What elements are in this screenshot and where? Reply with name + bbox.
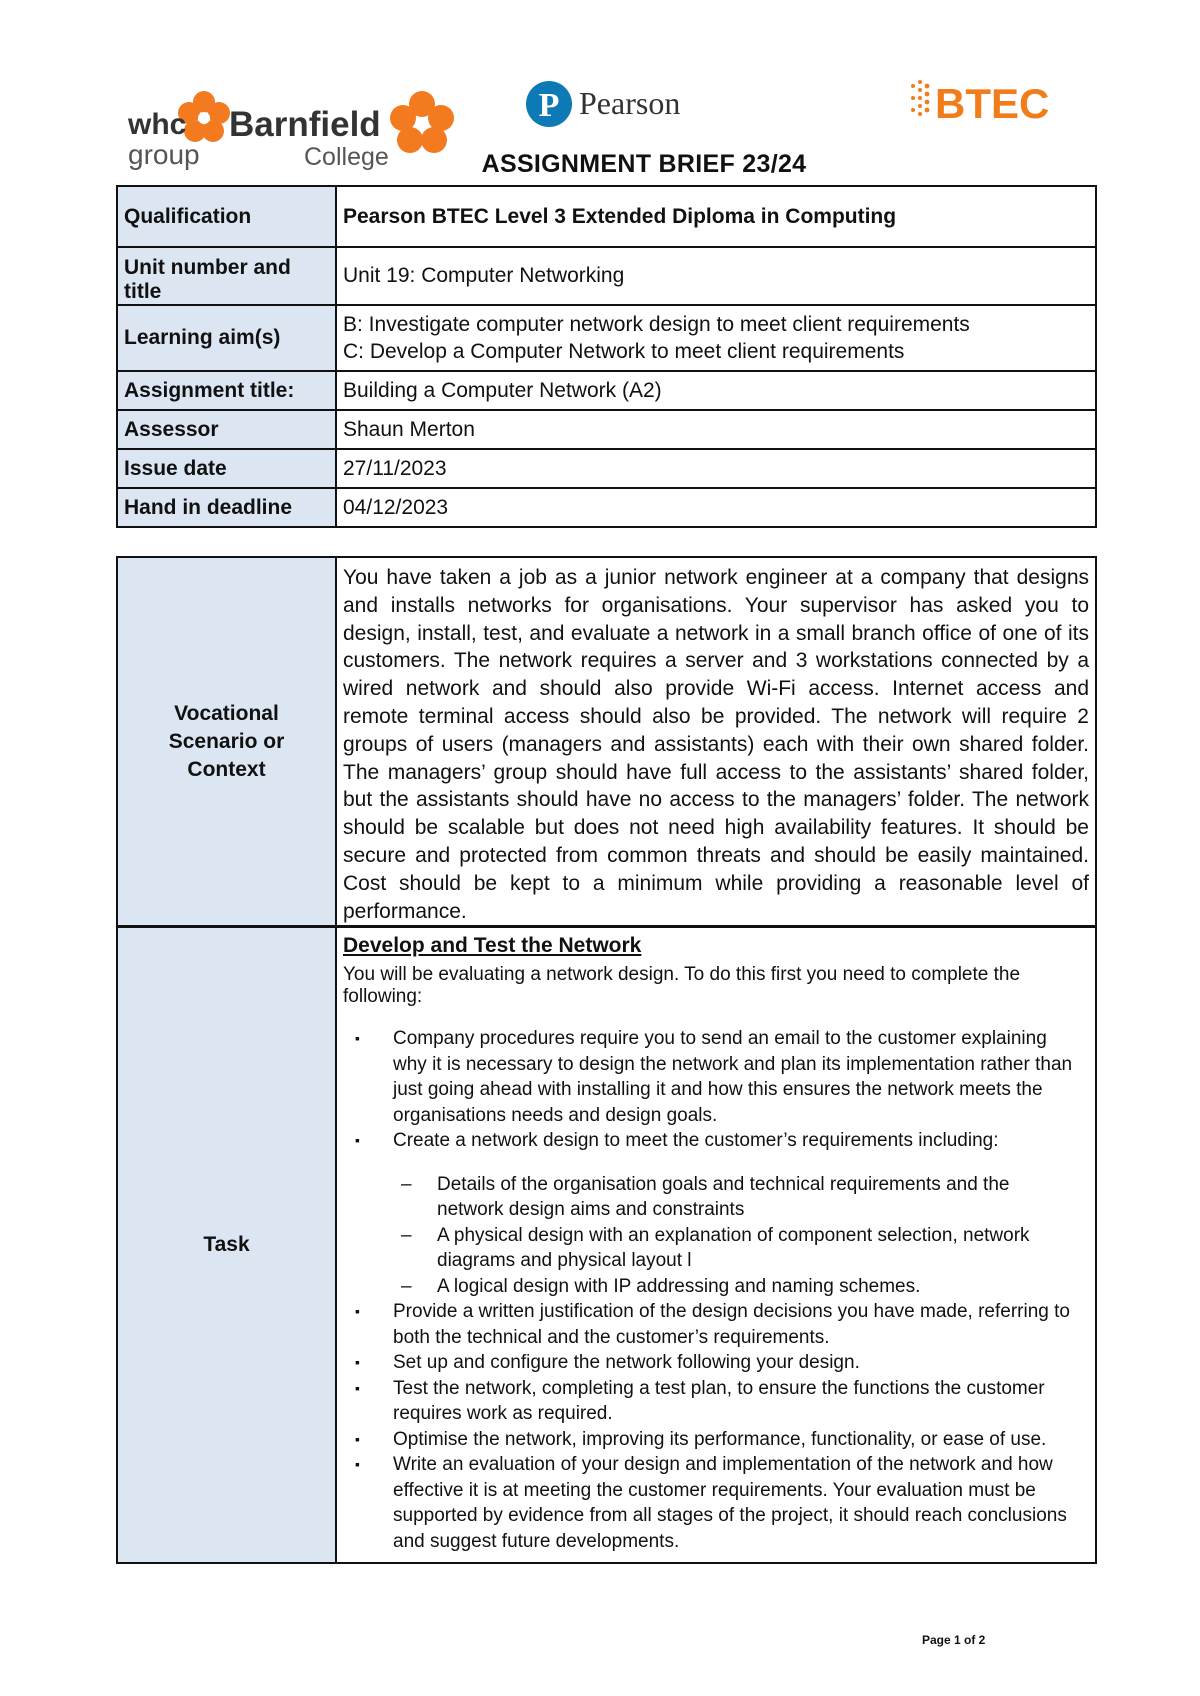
qualification-label: Qualification (117, 186, 336, 247)
list-item: ▪ Write an evaluation of your design and implementation of the network and how effective it is at meeting the customer requirements. Your evaluation must be supported by evidence from all stages of the project, it should reach conclusions and suggest future developments. (343, 1452, 1089, 1554)
deadline-row (117, 488, 1096, 527)
aim-b: B: Investigate computer network design to meet client requirements (343, 313, 970, 336)
flower-icon (390, 91, 454, 153)
scenario-table (116, 556, 1097, 927)
aim-c: C: Develop a Computer Network to meet client requirements (343, 340, 905, 363)
task-cell (336, 927, 1096, 1563)
barnfield-text: Barnfield (229, 105, 381, 144)
sub-list-item: – A physical design with an explanation of component selection, network diagrams and physical layout l (393, 1223, 1079, 1274)
pearson-text: Pearson (579, 85, 681, 121)
list-item (343, 1128, 1089, 1299)
deadline-label: Hand in deadline (117, 488, 336, 527)
list-item: ▪ Set up and configure the network following your design. (343, 1350, 1089, 1376)
dots-icon (911, 80, 929, 116)
list-item: ▪ Optimise the network, improving its performance, functionality, or ease of use. (343, 1427, 1089, 1453)
unit-value: Unit 19: Computer Networking (336, 247, 1096, 305)
issue-date-label: Issue date (117, 449, 336, 488)
aims-label: Learning aim(s) (117, 305, 336, 371)
scenario-cell (336, 557, 1096, 926)
list-item: ▪ Test the network, completing a test plan, to ensure the functions the customer requires work as required. (343, 1376, 1089, 1427)
assignment-label: Assignment title: (117, 371, 336, 410)
list-item-text: Create a network design to meet the customer’s requirements including: (393, 1130, 999, 1151)
unit-label: Unit number and title (117, 247, 336, 305)
task-intro: You will be evaluating a network design. To do this first you need to complete the following: (343, 964, 1021, 1007)
list-item: ▪ Company procedures require you to send an email to the customer explaining why it is necessary to design the network and plan its implementation rather than just going ahead with installing it and how this ensures the network meets the organisations needs and design goals. (343, 1026, 1089, 1128)
btec-logo (905, 72, 1075, 132)
qualification-value: Pearson BTEC Level 3 Extended Diploma in Computing (336, 186, 1096, 247)
pearson-logo (525, 74, 695, 134)
assignment-value: Building a Computer Network (A2) (336, 371, 1096, 410)
aims-value (336, 305, 1096, 371)
page-title: ASSIGNMENT BRIEF 23/24 (481, 150, 807, 178)
task-heading: Develop and Test the Network (343, 934, 642, 957)
issue-date-value: 27/11/2023 (336, 449, 1096, 488)
list-item: ▪ Provide a written justification of the design decisions you have made, referring to both the technical and the customer’s requirements. (343, 1299, 1089, 1350)
scenario-label-line: Scenario or (168, 729, 285, 753)
unit-row (117, 247, 1096, 305)
college-text: College (304, 143, 389, 171)
task-list (343, 1026, 1089, 1554)
scenario-label (117, 557, 336, 926)
pearson-mark-letter: P (538, 87, 560, 124)
scenario-row (117, 557, 1096, 926)
scenario-label-line: Context (187, 757, 266, 781)
assessor-label: Assessor (117, 410, 336, 449)
task-row (117, 927, 1096, 1563)
group-text: group (128, 139, 200, 170)
deadline-value: 04/12/2023 (336, 488, 1096, 527)
assessor-value: Shaun Merton (336, 410, 1096, 449)
page-number: Page 1 of 2 (922, 1633, 986, 1647)
btec-text: BTEC (935, 80, 1050, 127)
assignment-row (117, 371, 1096, 410)
task-label: Task (117, 927, 336, 1563)
qualification-row (117, 186, 1096, 247)
sub-list-item: – A logical design with IP addressing and naming schemes. (393, 1274, 1079, 1300)
aims-row (117, 305, 1096, 371)
scenario-text: You have taken a job as a junior network engineer at a company that designs and installs networks for organisations. Your supervisor has asked you to design, install, test, and evaluate a network in a small branch office of one of its customers. The network requires a server and 3 workstations connected by a wired network and should also provide Wi-Fi access. Internet access and remote terminal access should also be provided. The network will require 2 groups of users (managers and assistants) each with their own shared folder. The managers’ group should have full access to the assistants’ shared folder, but the assistants should have no access to the managers’ folder. The network should be scalable but does not need high availability features. It should be secure and protected from common threats and should be easily maintained. Cost should be kept to a minimum while providing a reasonable level of performance. (343, 566, 1089, 923)
sub-list-item: – Details of the organisation goals and technical requirements and the network design aims and constraints (393, 1172, 1079, 1223)
sub-list (393, 1172, 1079, 1300)
scenario-label-line: Vocational (174, 701, 279, 725)
details-table (116, 185, 1097, 528)
whc-text: whc (128, 108, 187, 141)
assessor-row (117, 410, 1096, 449)
issue-date-row (117, 449, 1096, 488)
task-table (116, 926, 1097, 1564)
